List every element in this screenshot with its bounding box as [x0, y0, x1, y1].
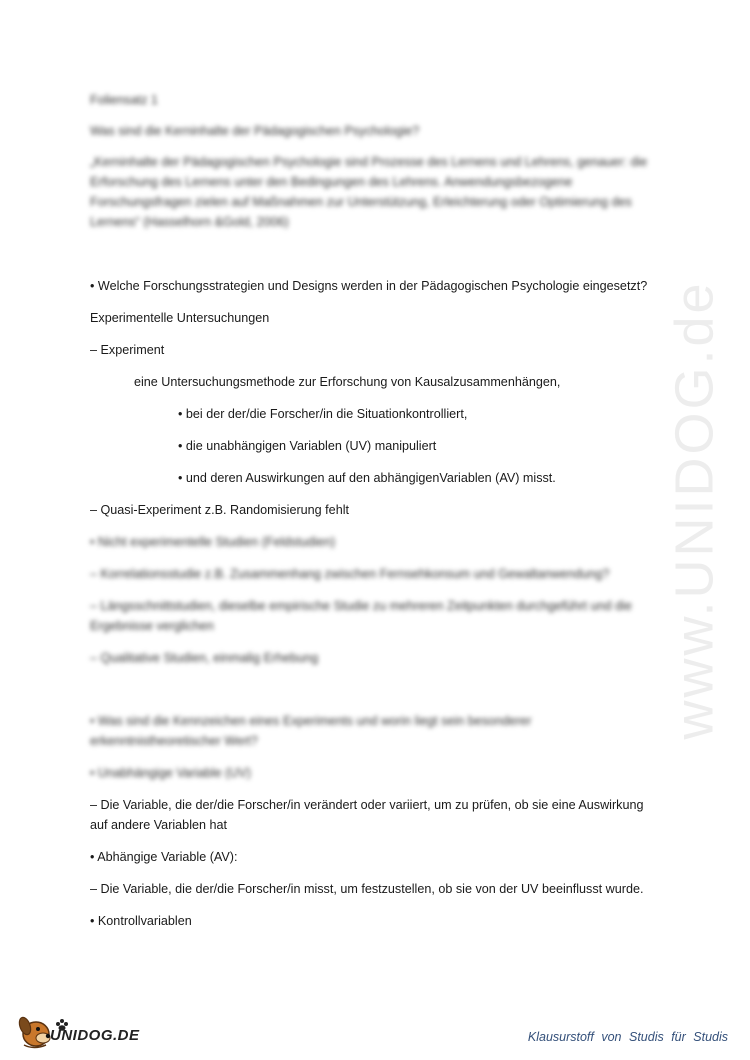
watermark-text: www.UNIDOG.de [665, 280, 725, 740]
blurred-question-line: erkenntnistheoretischer Wert? [90, 734, 258, 748]
uv-description-cont: auf andere Variablen hat [90, 818, 227, 832]
blurred-uv-label: • Unabhängige Variable (UV) [90, 766, 251, 780]
blurred-line: – Längsschnittstudien, dieselbe empirische Studie zu mehreren Zeitpunkten durchgeführt und die [90, 599, 632, 613]
blurred-quote-line: Forschungsfragen zielen auf Maßnahmen zur Unterstützung, Erleichterung oder Optimierung des [90, 195, 632, 209]
kontrollvariablen-label: • Kontrollvariablen [90, 914, 192, 928]
uv-description: – Die Variable, die der/die Forscher/in verändert oder variiert, um zu prüfen, ob sie eine Auswirkung [90, 798, 644, 812]
av-label: • Abhängige Variable (AV): [90, 850, 238, 864]
quasi-experiment-item: – Quasi-Experiment z.B. Randomisierung fehlt [90, 503, 349, 517]
experiment-bullet: • und deren Auswirkungen auf den abhängigenVariablen (AV) misst. [178, 471, 556, 485]
blurred-line: – Qualitative Studien, einmalig Erhebung [90, 651, 319, 665]
blurred-heading: Foliensatz 1 [90, 93, 158, 107]
blurred-line: – Korrelationsstudie z.B. Zusammenhang zwischen Fernsehkonsum und Gewaltanwendung? [90, 567, 610, 581]
blurred-quote-line: Erforschung des Lernens unter den Bedingungen des Lehrens. Anwendungsbezogene [90, 175, 573, 189]
blurred-question-line: • Was sind die Kennzeichen eines Experiments und worin liegt sein besonderer [90, 714, 532, 728]
experimental-subtitle: Experimentelle Untersuchungen [90, 311, 270, 325]
experiment-bullet: • die unabhängigen Variablen (UV) manipuliert [178, 439, 437, 453]
blurred-quote-line: Lernens“ (Hasselhorn &Gold, 2006) [90, 215, 289, 229]
logo-text: UNIDOG.DE [50, 1027, 140, 1044]
blurred-quote-line: „Kerninhalte der Pädagogischen Psychologie sind Prozesse des Lernens und Lehrens, genauer: die [90, 155, 648, 169]
research-strategies-question: • Welche Forschungsstrategien und Designs werden in der Pädagogischen Psychologie eingesetzt? [90, 279, 648, 293]
watermark [655, 280, 735, 740]
av-description: – Die Variable, die der/die Forscher/in misst, um festzustellen, ob sie von der UV beeinflusst wurde. [90, 882, 644, 896]
experiment-bullet: • bei der der/die Forscher/in die Situationkontrolliert, [178, 407, 468, 421]
experiment-definition: eine Untersuchungsmethode zur Erforschung von Kausalzusammenhängen, [134, 375, 561, 389]
blurred-question: Was sind die Kerninhalte der Pädagogischen Psychologie? [90, 124, 420, 138]
blurred-line: • Nicht experimentelle Studien (Feldstudien) [90, 535, 336, 549]
footer-tagline: Klausurstoff von Studis für Studis [527, 1030, 728, 1044]
blurred-line: Ergebnisse verglichen [90, 619, 214, 633]
experiment-item: – Experiment [90, 343, 165, 357]
